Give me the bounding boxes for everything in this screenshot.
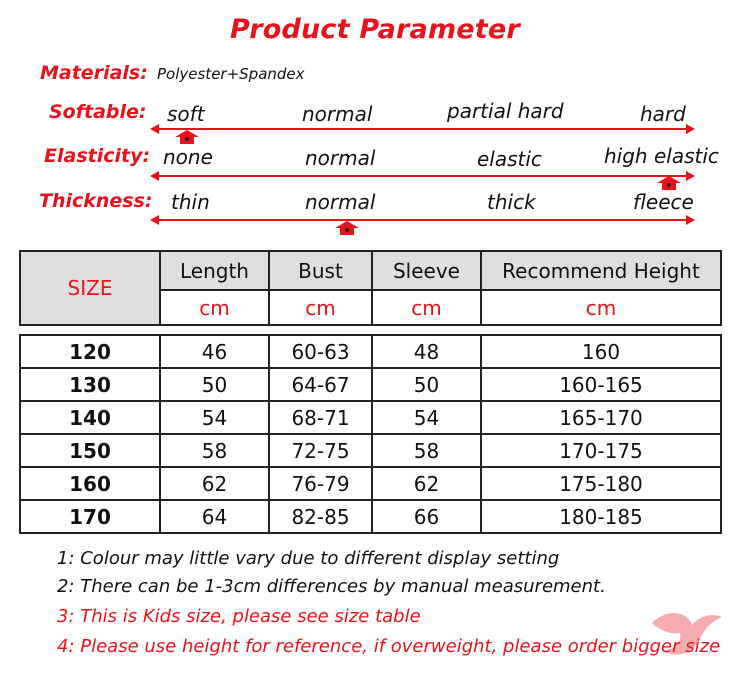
bust-cell: 82-85	[269, 500, 372, 533]
thickness-option-thick: thick	[487, 190, 536, 214]
softable-option-hard: hard	[640, 102, 686, 126]
note-3: 3: This is Kids size, please see size table	[57, 606, 421, 627]
softable-option-soft: soft	[167, 102, 205, 126]
table-row	[20, 467, 721, 500]
thickness-scale-line	[157, 219, 687, 221]
sleeve-cell: 50	[372, 368, 481, 401]
materials-value: Polyester+Spandex	[157, 65, 305, 83]
materials-label: Materials:	[40, 62, 148, 84]
elasticity-option-elastic: elastic	[477, 147, 542, 171]
sleeve-unit: cm	[372, 290, 481, 325]
sleeve-column-header: Sleeve	[372, 251, 481, 290]
sleeve-cell: 58	[372, 434, 481, 467]
elasticity-option-none: none	[163, 145, 213, 169]
size-cell: 160	[20, 467, 160, 500]
table-row	[20, 434, 721, 467]
table-row	[20, 335, 721, 368]
height-cell: 175-180	[481, 467, 721, 500]
height-cell: 170-175	[481, 434, 721, 467]
length-cell: 62	[160, 467, 269, 500]
height-cell: 180-185	[481, 500, 721, 533]
thickness-option-thin: thin	[171, 190, 210, 214]
height-cell: 160	[481, 335, 721, 368]
elasticity-option-normal: normal	[305, 146, 376, 170]
page-title: Product Parameter	[230, 14, 520, 45]
note-4: 4: Please use height for reference, if overweight, please order bigger size	[57, 636, 721, 657]
table-row	[20, 401, 721, 434]
bust-cell: 64-67	[269, 368, 372, 401]
height-unit: cm	[481, 290, 721, 325]
length-unit: cm	[160, 290, 269, 325]
sleeve-cell: 54	[372, 401, 481, 434]
length-cell: 64	[160, 500, 269, 533]
size-cell: 170	[20, 500, 160, 533]
bust-cell: 76-79	[269, 467, 372, 500]
elasticity-label: Elasticity:	[44, 145, 151, 167]
size-cell: 120	[20, 335, 160, 368]
thickness-option-fleece: fleece	[633, 190, 694, 214]
thickness-label: Thickness:	[39, 190, 153, 212]
elasticity-scale-line	[157, 175, 687, 177]
thickness-arrow-right-icon	[686, 215, 695, 225]
size-table	[19, 250, 722, 534]
softable-label: Softable:	[49, 101, 147, 123]
recommend-height-column-header: Recommend Height	[481, 251, 721, 290]
softable-option-normal: normal	[302, 102, 373, 126]
bust-cell: 60-63	[269, 335, 372, 368]
bust-cell: 68-71	[269, 401, 372, 434]
softable-arrow-right-icon	[686, 124, 695, 134]
sleeve-cell: 62	[372, 467, 481, 500]
height-cell: 165-170	[481, 401, 721, 434]
sleeve-cell: 48	[372, 335, 481, 368]
bust-column-header: Bust	[269, 251, 372, 290]
length-cell: 46	[160, 335, 269, 368]
length-cell: 54	[160, 401, 269, 434]
length-column-header: Length	[160, 251, 269, 290]
length-cell: 58	[160, 434, 269, 467]
elasticity-option-high-elastic: high elastic	[604, 144, 719, 168]
bust-cell: 72-75	[269, 434, 372, 467]
thickness-option-normal: normal	[305, 190, 376, 214]
softable-scale-line	[157, 128, 687, 130]
size-column-header: SIZE	[20, 251, 160, 325]
thickness-marker-icon	[335, 221, 359, 235]
table-row	[20, 500, 721, 533]
note-1: 1: Colour may little vary due to different display setting	[57, 548, 560, 569]
elasticity-arrow-right-icon	[686, 171, 695, 181]
softable-option-partial-hard: partial hard	[447, 99, 564, 123]
size-cell: 140	[20, 401, 160, 434]
height-cell: 160-165	[481, 368, 721, 401]
bust-unit: cm	[269, 290, 372, 325]
elasticity-marker-icon	[657, 176, 681, 190]
table-row	[20, 368, 721, 401]
size-cell: 150	[20, 434, 160, 467]
watermark-bird-icon	[642, 603, 727, 663]
note-2: 2: There can be 1-3cm differences by manual measurement.	[57, 576, 606, 597]
sleeve-cell: 66	[372, 500, 481, 533]
size-cell: 130	[20, 368, 160, 401]
softable-marker-icon	[175, 130, 199, 144]
length-cell: 50	[160, 368, 269, 401]
